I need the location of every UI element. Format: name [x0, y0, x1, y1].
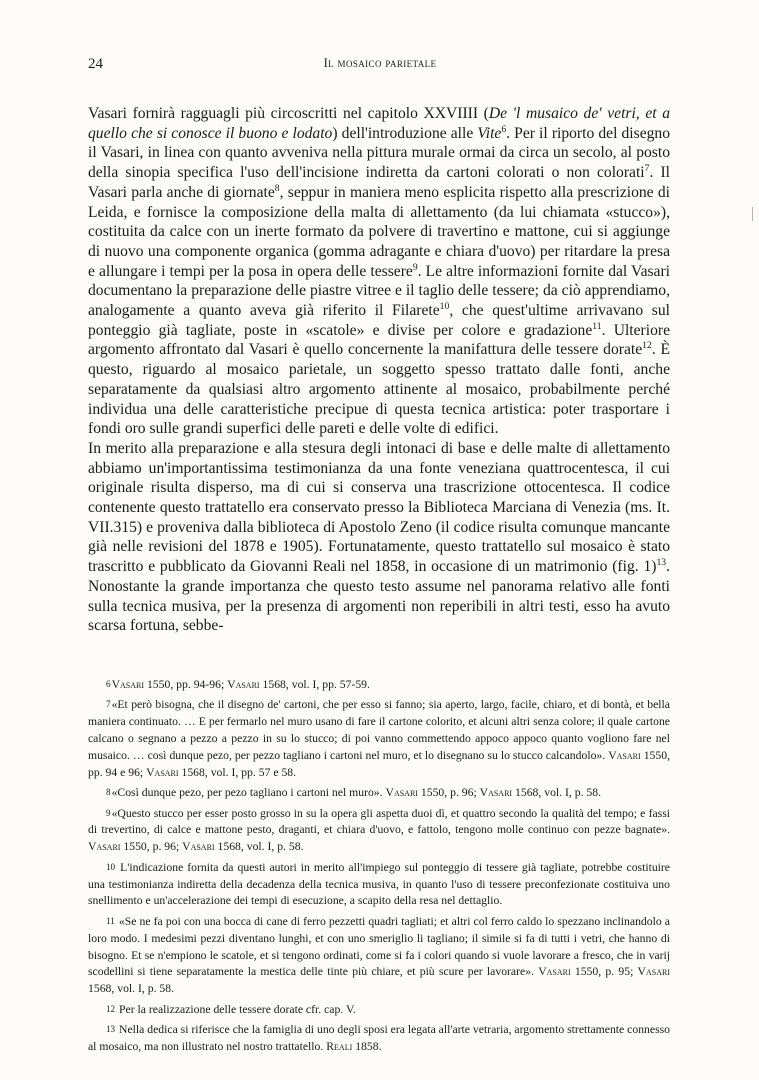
footnote-7: [88, 696, 670, 782]
text-run: «Et però bisogna, che il disegno de' cartoni, che per esso si fanno; sia aperto, largo, facile, chiaro, et di bontà, et bella maniera continuato. … E per fermarlo nel muro usano di fare il cartone colorito, et alcuni altri senza colore; il quale cartone calcano o segnano a pezzo a pezzo in su lo stucco; di poi vanno commettendo appoco appoco quanto vogliono fare nel musaico. … così dunque pezo, per pezzo tagliano i cartoni nel muro, et lo disegnano su lo stucco calcandolo».: [88, 698, 670, 763]
footnotes: [88, 676, 670, 1058]
text-run: 1550, p. 96;: [417, 786, 480, 800]
footnote-10: [88, 859, 670, 911]
footnote-number: 12: [106, 1003, 116, 1014]
footnote-13: [88, 1021, 670, 1056]
text-run: 1550, p. 96;: [120, 840, 183, 854]
author-name: Vasari: [608, 749, 641, 763]
text-run: Per la realizzazione delle tessere dorate cfr. cap. V.: [119, 1002, 356, 1016]
page-header: [88, 56, 672, 80]
footnote-number: 10: [106, 861, 116, 872]
author-name: Vasari: [182, 840, 215, 854]
italic-title: Vite: [477, 124, 502, 142]
text-run: «Se ne fa poi con una bocca di cane di ferro pezzetti quadri tagliati; et altri col ferro caldo lo spezzano inclinandolo a loro modo. I medesimi pezzi diventano lunghi, et con uno smeriglio li tagliano; il simile si fa di tutti i vetri, che hanno di bisogno. Et se n'empiono le scatole, et si tengono ordinati, come si fa i colori quando si vuole lavorare a fresco, che in varij scodellini si tiene separatamente la mestica delle tinte più chiare, et più scure per lavorare».: [88, 914, 670, 979]
text-run: 1568, vol. I, p. 58.: [214, 840, 304, 854]
footnote-ref[interactable]: 6: [501, 123, 507, 135]
footnote-number: 7: [106, 699, 111, 710]
text-run: 1550, pp. 94 e 96;: [88, 749, 670, 779]
text-run: , seppur in maniera meno esplicita rispetto alla prescrizione di Leida, e fornisce la composizione della malta di allettamento (da lui chiamata «stucco»), costituita da calce con un inerte formato da polvere di travertino e mattone, cui si aggiunge di nuovo una componente organica (gomma adragante e chiara d'uovo) per ritardare la presa e allungare i tempi per la posa in opera delle tessere: [88, 183, 670, 280]
text-run: . È questo, riguardo al mosaico parietale, un soggetto spesso trattato dalle fonti, anche separatamente da qualsiasi altro argomento attinente al mosaico, probabilmente perché individua una delle caratteristiche precipue di questa tecnica artistica: poter trasportare i fondi oro sulle grandi superfici delle pareti e delle volte di edifici.: [88, 341, 671, 438]
text-run: 1568, vol. I, p. 58.: [88, 982, 175, 996]
footnote-ref[interactable]: 8: [274, 182, 280, 194]
footnote-ref[interactable]: 11: [592, 320, 602, 332]
italic-title: De 'l musaico de' vetri, et a quello che si conosce il buono e lodato: [88, 105, 670, 142]
footnote-number: 11: [106, 915, 115, 926]
text-run: 1568, vol. I, pp. 57 e 58.: [178, 765, 297, 779]
text-run: . Le altre informazioni fornite dal Vasari documentano la preparazione delle piastre vitree e il taglio delle tessere; da ciò apprendiamo, analogamente a quanto aveva già riferito il Filarete: [88, 262, 671, 320]
author-name: Vasari: [227, 678, 260, 691]
main-text: [88, 104, 670, 636]
author-name: Vasari: [385, 786, 418, 800]
author-name: Vasari: [479, 786, 513, 800]
text-run: 1568, vol. I, pp. 57-59.: [259, 678, 370, 691]
footnote-number: 6: [106, 679, 111, 689]
text-run: «Così dunque pezo, per pezo tagliano i cartoni nel muro».: [111, 786, 386, 800]
text-run: . Il Vasari parla anche di giornate: [88, 164, 670, 201]
author-name: Vasari: [111, 678, 145, 691]
text-run: In merito alla preparazione e alla stesura degli intonaci di base e delle malte di allettamento abbiamo un'importantissima testimonianza da una fonte veneziana quattrocentesca, il cui originale risulta disperso, ma di cui si conserva una trascrizione ottocentesca. Il codice contenente questo trattatello era conservato presso la Biblioteca Marciana di Venezia (ms. It. VII.315) e proveniva dalla biblioteca di Apostolo Zeno (il codice risulta comunque mancante già nelle revisioni del 1878 e 1905). Fortunatamente, questo trattatello sul mosaico è stato trascritto e pubblicato da Giovanni Reali nel 1858, in occasione di un matrimonio (fig. 1): [88, 439, 670, 576]
text-run: . Per il riporto del disegno il Vasari, in linea con quanto avveniva nella pittura murale ormai da circa un secolo, al posto della sinopia specifica l'uso dell'incisione indiretta da cartoni colorati o non colorati: [88, 124, 671, 182]
text-run: «Questo stucco per esser posto grosso in su la opera gli aspetta duoi dì, et quattro secondo la qualità del tempo; e fassi di trevertino, di calce e mattone pesto, draganti, et chiara d'uovo, e fattolo, tengono molle continuo con pezze bagnate».: [88, 806, 670, 837]
page-number: 24: [88, 56, 103, 72]
footnote-ref[interactable]: 9: [412, 261, 418, 273]
margin-mark: [752, 207, 753, 221]
footnote-6: [88, 676, 670, 694]
author-name: Vasari: [538, 965, 571, 979]
text-run: L'indicazione fornita da questi autori in merito all'impiego sul ponteggio di tessere già tagliate, potrebbe costituire una testimonianza indiretta della decadenza della tecnica musiva, in quanto l'uso di tessere preconfezionate costituiva uno snellimento e un'accelerazione dei tempi di esecuzione, a scapito della resa nel dettaglio.: [88, 860, 670, 908]
footnote-11: [88, 913, 670, 999]
footnote-number: 13: [106, 1023, 116, 1034]
running-title: Il mosaico parietale: [323, 56, 437, 70]
footnote-number: 9: [106, 807, 111, 818]
text-run: Nella dedica si riferisce che la famiglia di uno degli sposi era legata all'arte vetraria, argomento strettamente connesso al mosaico, ma non illustrato nel nostro trattatello.: [88, 1022, 671, 1053]
paragraph-1: [88, 104, 670, 439]
footnote-ref[interactable]: 12: [642, 340, 652, 352]
text-run: . Nonostante la grande importanza che questo testo assume nel panorama relativo alle fonti sulla tecnica musiva, per la presenza di argomenti non reperibili in altri testi, esso ha avuto scarsa fortuna, sebbe-: [88, 558, 670, 635]
text-run: 1858.: [352, 1039, 382, 1053]
author-name: Vasari: [146, 765, 179, 779]
author-name: Reali: [326, 1039, 353, 1053]
text-run: 1550, pp. 94-96;: [144, 678, 228, 691]
footnote-ref[interactable]: 10: [439, 300, 450, 312]
footnote-number: 8: [106, 787, 111, 798]
footnote-9: [88, 805, 670, 857]
text-run: , che quest'ultime arrivavano sul ponteggio già tagliate, poste in «scatole» e divise per colore e gradazione: [88, 302, 670, 339]
author-name: Vasari: [88, 840, 121, 854]
text-run: Vasari fornirà ragguagli più circoscritti nel capitolo XXVIIII (: [88, 105, 489, 122]
text-run: 1568, vol. I, p. 58.: [512, 786, 602, 800]
footnote-ref[interactable]: 13: [656, 556, 667, 568]
footnote-12: [88, 1001, 670, 1019]
paragraph-2: [88, 439, 670, 636]
author-name: Vasari: [637, 965, 670, 979]
footnote-ref[interactable]: 7: [644, 162, 650, 174]
text-run: . Ulteriore argomento affrontato dal Vasari è quello concernente la manifattura delle tessere dorate: [88, 321, 670, 359]
footnote-8: [88, 784, 670, 802]
text-run: 1550, p. 95;: [570, 965, 638, 979]
text-run: ) dell'introduzione alle: [332, 124, 478, 142]
